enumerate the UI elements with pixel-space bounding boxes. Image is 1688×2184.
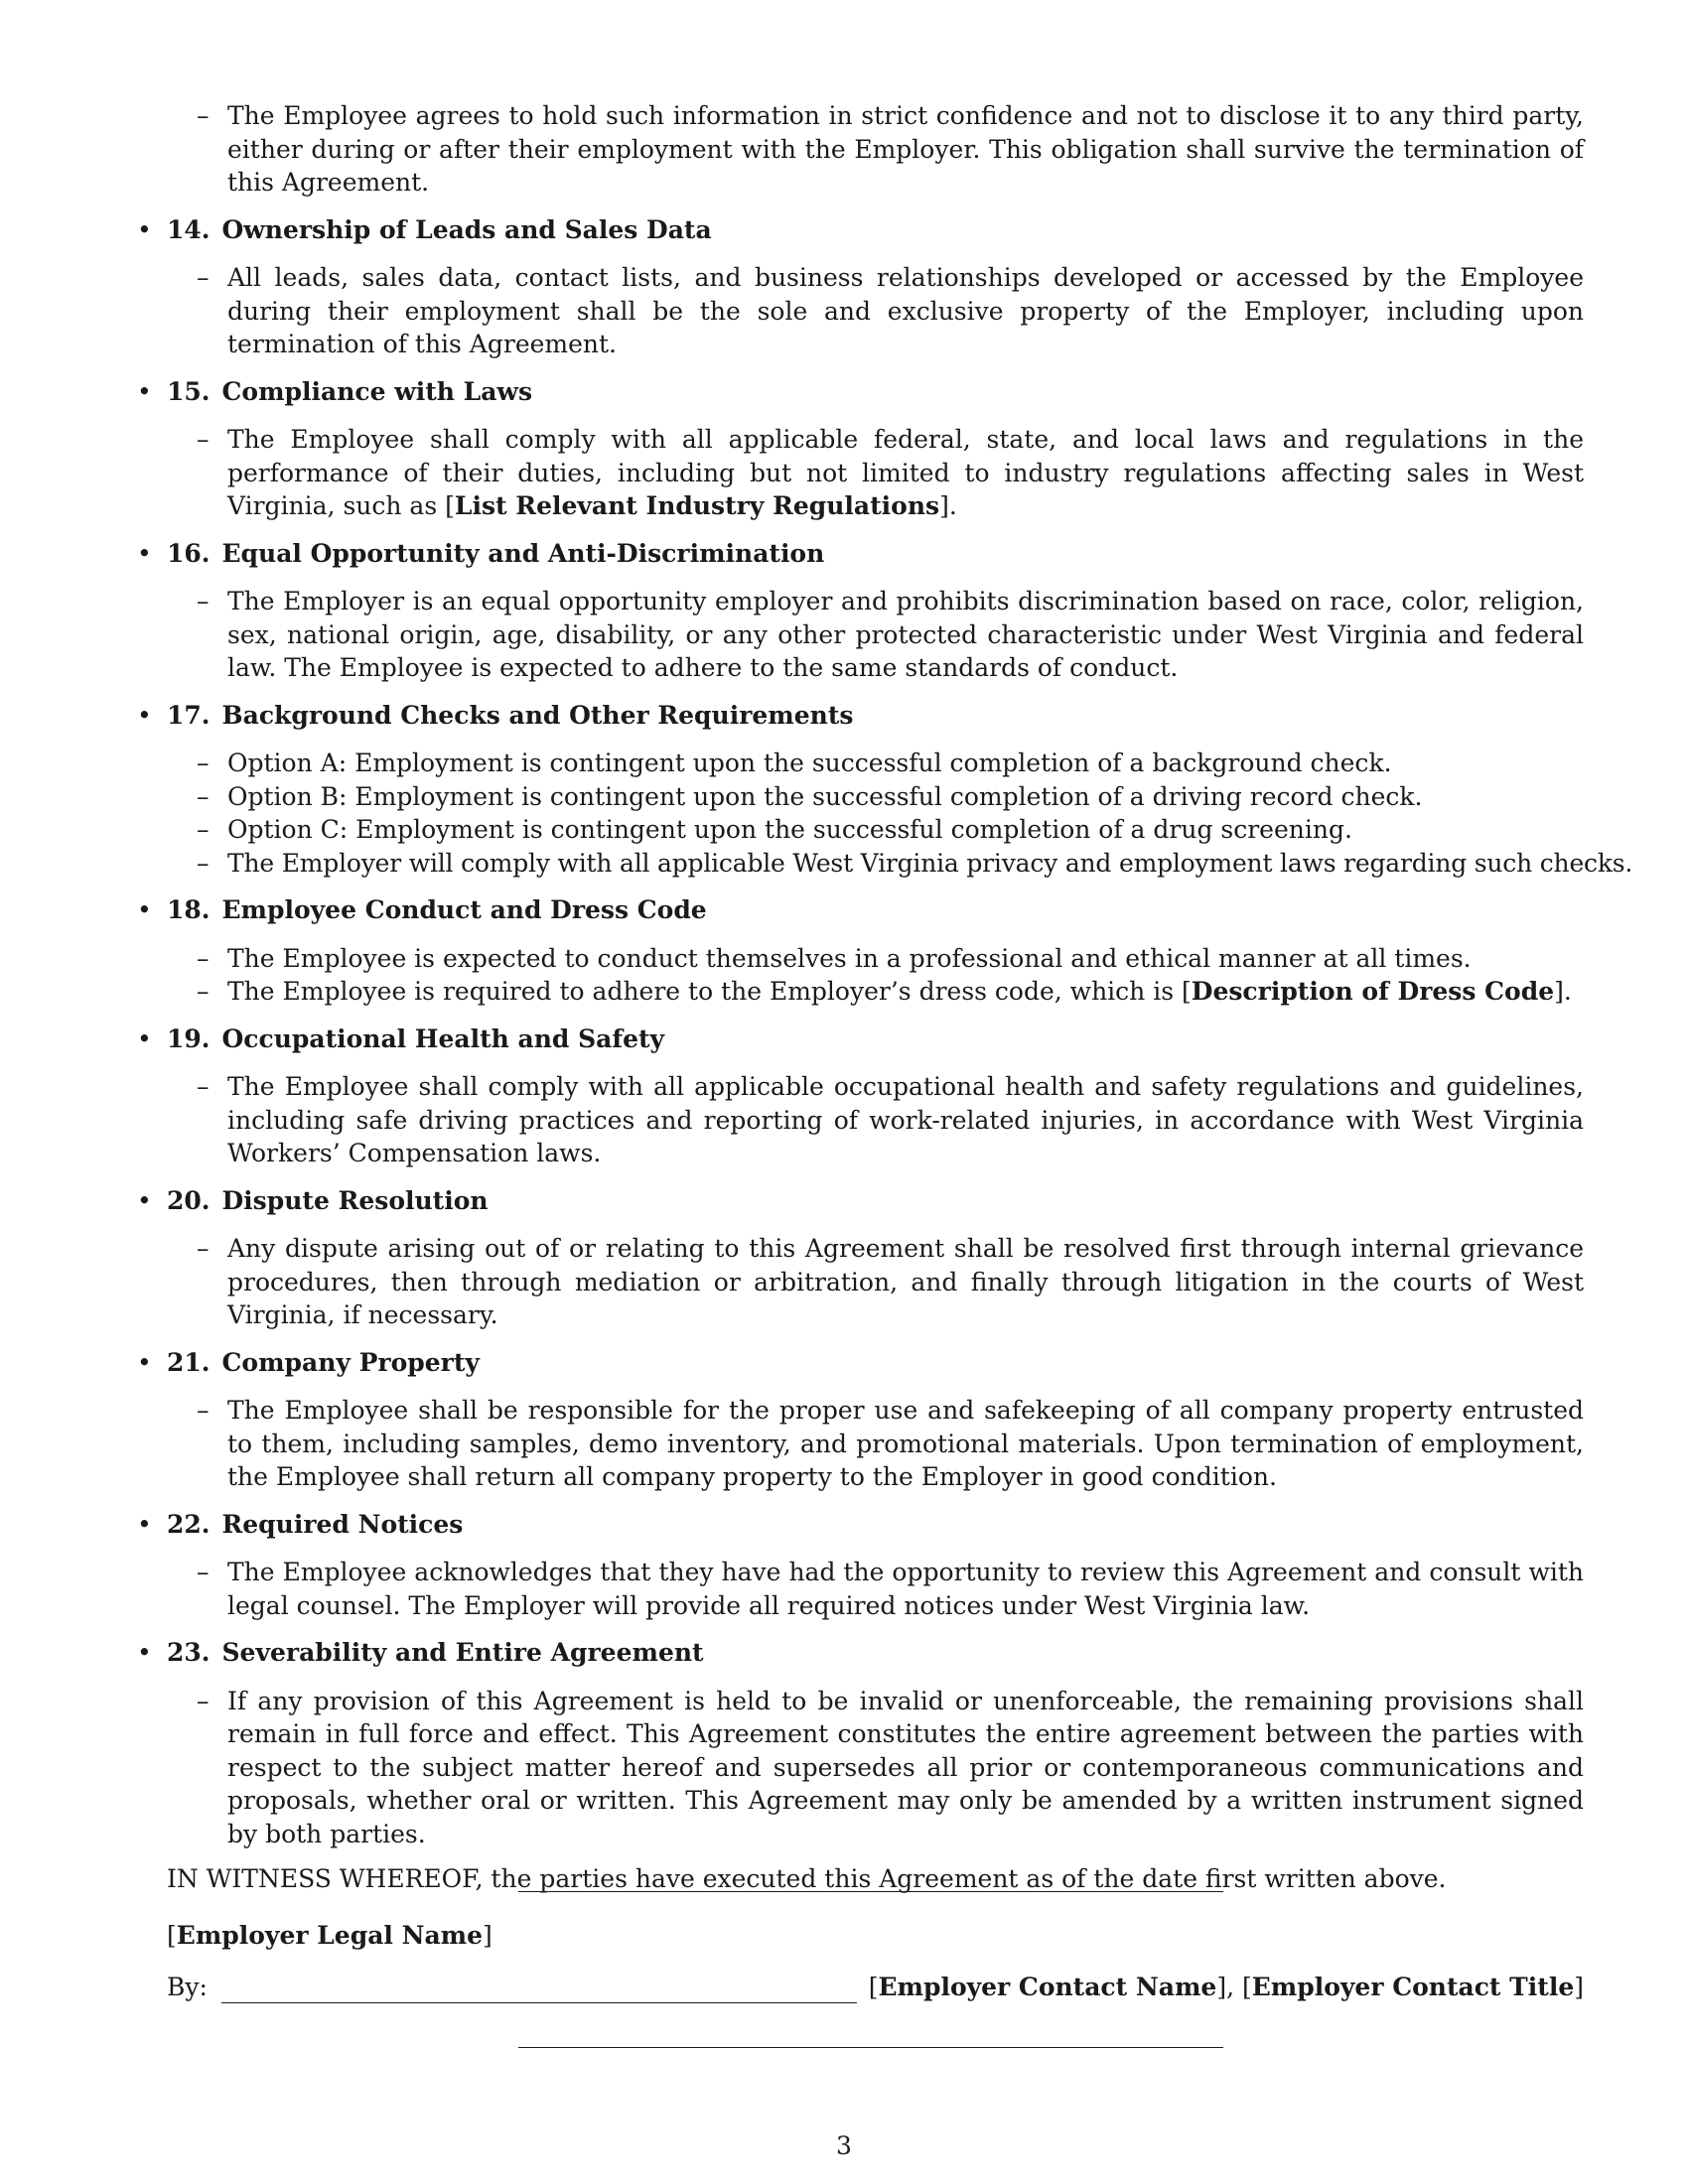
- section-title: Dispute Resolution: [221, 1185, 489, 1215]
- section-23-items: [167, 1685, 1584, 1851]
- bullet-icon: •: [137, 1638, 152, 1667]
- section-17-item-2: – Option B: Employment is contingent upon the successful completion of a driving record check.: [167, 780, 1584, 814]
- by-signature-line: [221, 2002, 857, 2003]
- section-heading-14: [137, 213, 1584, 247]
- section-heading-21: [137, 1346, 1584, 1380]
- section-title: Compliance with Laws: [221, 376, 533, 406]
- intro-tail-item: – The Employee agrees to hold such information in strict confidence and not to disclose it to any third party, either during or after their employment with the Employer. This obligation shall survive the termination of this Agreement.: [167, 99, 1584, 200]
- section-heading-22: [137, 1508, 1584, 1542]
- dress-code-placeholder: Description of Dress Code: [1191, 977, 1555, 1006]
- bullet-icon: •: [137, 1024, 152, 1053]
- bullet-icon: •: [137, 895, 152, 924]
- section-heading-16: [137, 537, 1584, 571]
- section-title: Employee Conduct and Dress Code: [221, 895, 707, 924]
- signature-line-top: [518, 1891, 1223, 1892]
- section-17-item-3: – Option C: Employment is contingent upon the successful completion of a drug screening.: [167, 813, 1584, 847]
- section-16-item-1: – The Employer is an equal opportunity employer and prohibits discrimination based on race, color, religion, sex, national origin, age, disability, or any other protected characteristic under West Virginia and federal law. The Employee is expected to adhere to the same standards of conduct.: [167, 585, 1584, 685]
- section-17-item-1: – Option A: Employment is contingent upon the successful completion of a background check.: [167, 747, 1584, 780]
- bullet-icon: •: [137, 376, 152, 406]
- section-heading-19: [137, 1023, 1584, 1056]
- employer-contact-name-placeholder: Employer Contact Name: [878, 1973, 1217, 2001]
- section-number: 22.: [167, 1509, 211, 1539]
- section-heading-15: [137, 375, 1584, 409]
- bullet-icon: •: [137, 214, 152, 244]
- item-text: The Employee shall comply with all applicable federal, state, and local laws and regulations in the performance of their duties, including but not limited to industry regulations affecting sales in West Virginia, such as: [227, 425, 1584, 520]
- bullet-icon: •: [137, 700, 152, 730]
- employer-legal-name: [Employer Legal Name]: [167, 1921, 492, 1950]
- section-title: Background Checks and Other Requirements: [221, 700, 854, 730]
- section-number: 21.: [167, 1347, 211, 1377]
- bullet-icon: •: [137, 1185, 152, 1215]
- section-heading-18: [137, 893, 1584, 927]
- page-number: 3: [836, 2131, 852, 2160]
- section-number: 20.: [167, 1185, 211, 1215]
- section-17-item-4: – The Employer will comply with all applicable West Virginia privacy and employment laws regarding such checks.: [167, 847, 1584, 881]
- section-21-item-1: – The Employee shall be responsible for the proper use and safekeeping of all company property entrusted to them, including samples, demo inventory, and promotional materials. Upon termination of employment, the Employee shall return all company property to the Employer in good condition.: [167, 1394, 1584, 1494]
- section-heading-20: [137, 1184, 1584, 1218]
- section-21-items: [167, 1394, 1584, 1494]
- section-18-item-1: – The Employee is expected to conduct themselves in a professional and ethical manner at all times.: [167, 942, 1584, 976]
- section-title: Company Property: [221, 1347, 480, 1377]
- industry-regulations-placeholder: List Relevant Industry Regulations: [454, 491, 940, 520]
- section-number: 18.: [167, 895, 211, 924]
- employer-contact-title-placeholder: Employer Contact Title: [1251, 1973, 1575, 2001]
- intro-tail-list: [167, 99, 1584, 200]
- bullet-icon: •: [137, 538, 152, 568]
- item-text: The Employee is required to adhere to the Employer’s dress code, which is: [227, 977, 1182, 1006]
- section-number: 15.: [167, 376, 211, 406]
- section-title: Equal Opportunity and Anti-Discrimination: [221, 538, 825, 568]
- document-body: [137, 99, 1633, 1896]
- section-22-items: [167, 1556, 1584, 1622]
- section-title: Ownership of Leads and Sales Data: [221, 214, 712, 244]
- section-14-items: [167, 261, 1584, 361]
- section-15-items: [167, 423, 1584, 523]
- section-14-item-1: – All leads, sales data, contact lists, and business relationships developed or accessed by the Employee during their employment shall be the sole and exclusive property of the Employer, including upon termination of this Agreement.: [167, 261, 1584, 361]
- section-number: 17.: [167, 700, 211, 730]
- section-18-items: [167, 942, 1584, 1009]
- section-19-items: [167, 1070, 1584, 1170]
- section-number: 23.: [167, 1638, 211, 1667]
- section-23-item-1: – If any provision of this Agreement is held to be invalid or unenforceable, the remaining provisions shall remain in full force and effect. This Agreement constitutes the entire agreement between the parties with respect to the subject matter hereof and supersedes all prior or contemporaneous communications and proposals, whether oral or written. This Agreement may only be amended by a written instrument signed by both parties.: [167, 1685, 1584, 1851]
- section-18-item-2: – The Employee is required to adhere to the Employer’s dress code, which is [Description of Dress Code].: [167, 975, 1584, 1009]
- section-17-items: [167, 747, 1633, 880]
- by-label: By:: [167, 1973, 208, 2001]
- section-number: 14.: [167, 214, 211, 244]
- section-19-item-1: – The Employee shall comply with all applicable occupational health and safety regulations and guidelines, including safe driving practices and reporting of work-related injuries, in accordance with West Virginia Workers’ Compensation laws.: [167, 1070, 1584, 1170]
- section-title: Occupational Health and Safety: [221, 1024, 665, 1053]
- section-22-item-1: – The Employee acknowledges that they have had the opportunity to review this Agreement and consult with legal counsel. The Employer will provide all required notices under West Virginia law.: [167, 1556, 1584, 1622]
- section-16-items: [167, 585, 1584, 685]
- witness-clause: IN WITNESS WHEREOF, the parties have executed this Agreement as of the date first written above.: [167, 1864, 1447, 1893]
- section-number: 19.: [167, 1024, 211, 1053]
- section-title: Required Notices: [221, 1509, 464, 1539]
- bullet-icon: •: [137, 1347, 152, 1377]
- bullet-icon: •: [137, 1509, 152, 1539]
- section-20-items: [167, 1232, 1584, 1332]
- employer-legal-name-placeholder: Employer Legal Name: [176, 1921, 484, 1950]
- section-15-item-1: – The Employee shall comply with all applicable federal, state, and local laws and regulations in the performance of their duties, including but not limited to industry regulations affecting sales in West Virginia, such as [List Relevant Industry Regulations].: [167, 423, 1584, 523]
- section-title: Severability and Entire Agreement: [221, 1638, 704, 1667]
- employer-contact: [Employer Contact Name], [Employer Contact Title]: [868, 1973, 1584, 2001]
- signature-line-bottom: [518, 2047, 1223, 2048]
- section-heading-17: [137, 699, 1584, 733]
- section-heading-23: [137, 1636, 1584, 1670]
- section-20-item-1: – Any dispute arising out of or relating to this Agreement shall be resolved first through internal grievance procedures, then through mediation or arbitration, and finally through litigation in the courts of West Virginia, if necessary.: [167, 1232, 1584, 1332]
- section-number: 16.: [167, 538, 211, 568]
